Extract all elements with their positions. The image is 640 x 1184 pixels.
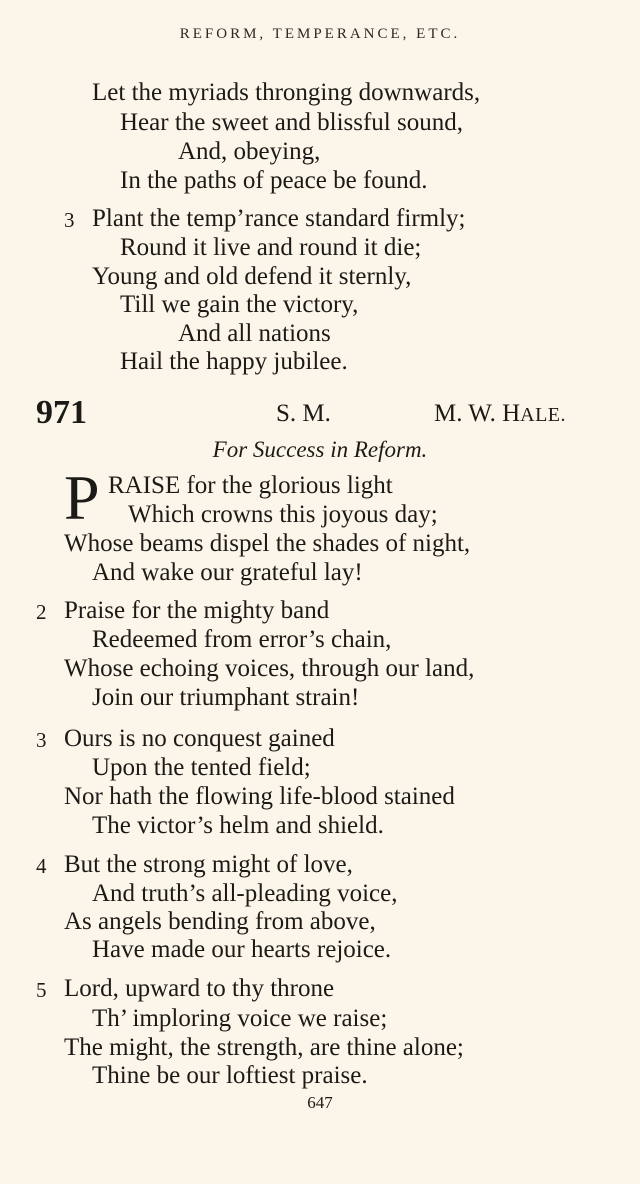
verse-number: 4 <box>36 854 47 878</box>
verse-line: Th’ imploring voice we raise; <box>92 1005 388 1032</box>
verse-line: And wake our grateful lay! <box>92 559 363 586</box>
verse-line: Lord, upward to thy throne <box>64 975 335 1002</box>
author-initials: M. W. H <box>434 400 521 427</box>
verse-line: Praise for the mighty band <box>64 597 330 624</box>
verse-line: Which crowns this joyous day; <box>128 501 438 528</box>
verse-line: Whose beams dispel the shades of night, <box>64 530 471 557</box>
verse-line: Till we gain the victory, <box>120 291 359 318</box>
verse-line: Young and old defend it sternly, <box>92 263 412 290</box>
hymn-author <box>434 401 566 426</box>
verse-line: Round it live and round it die; <box>120 234 422 261</box>
page-number: 647 <box>307 1093 333 1112</box>
hymn-meter: S. M. <box>276 400 331 427</box>
verse-line: And truth’s all-pleading voice, <box>92 880 398 907</box>
verse-line: Whose echoing voices, through our land, <box>64 655 475 682</box>
verse-number: 3 <box>36 728 47 752</box>
verse-number: 2 <box>36 600 47 624</box>
verse-line: Upon the tented field; <box>92 754 311 781</box>
verse-line: Hail the happy jubilee. <box>120 348 348 375</box>
verse-number: 3 <box>64 208 75 232</box>
verse-number: 5 <box>36 978 47 1002</box>
verse-line: The victor’s helm and shield. <box>92 812 384 839</box>
verse-line: Nor hath the flowing life-blood stained <box>64 783 455 810</box>
hymn-subtitle: For Success in Reform. <box>212 437 428 462</box>
verse-line: And, obeying, <box>178 138 321 165</box>
author-surname-rest: ALE. <box>520 404 567 426</box>
verse-line: Have made our hearts rejoice. <box>92 936 392 963</box>
verse-line: The might, the strength, are thine alone; <box>64 1034 464 1061</box>
verse-line: As angels bending from above, <box>64 908 376 935</box>
verse-line: Thine be our loftiest praise. <box>92 1062 368 1089</box>
verse-line: In the paths of peace be found. <box>120 167 428 194</box>
verse-line: Join our triumphant strain! <box>92 684 360 711</box>
drop-cap: P <box>64 462 100 533</box>
verse-line: But the strong might of love, <box>64 851 353 878</box>
verse-line: Let the myriads thronging downwards, <box>92 79 481 106</box>
verse-line: Redeemed from error’s chain, <box>92 626 392 653</box>
hymn-number: 971 <box>36 394 87 431</box>
verse-line: Hear the sweet and blissful sound, <box>120 109 463 136</box>
verse-line: Ours is no conquest gained <box>64 725 335 752</box>
verse-line: And all nations <box>178 320 331 347</box>
verse-line: RAISE for the glorious light <box>108 472 393 499</box>
verse-line: Plant the temp’rance standard firmly; <box>92 205 466 232</box>
running-head: REFORM, TEMPERANCE, ETC. <box>179 26 461 42</box>
